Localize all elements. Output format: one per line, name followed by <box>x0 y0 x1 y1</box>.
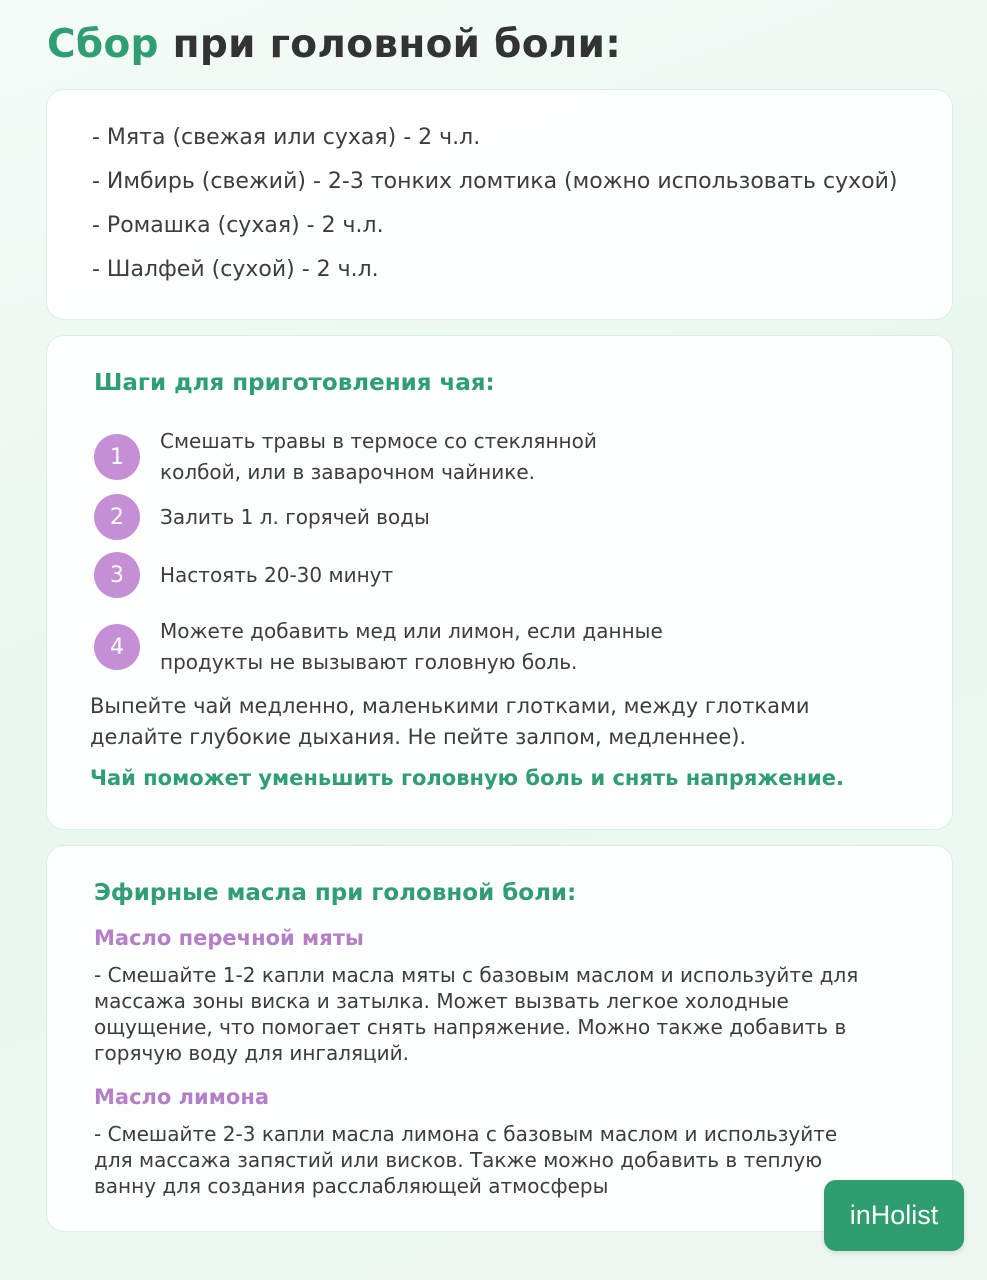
ingredient-item: - Имбирь (свежий) - 2-3 тонких ломтика (можно использовать сухой) <box>92 169 898 194</box>
drinking-note <box>90 691 890 753</box>
ingredient-item: - Шалфей (сухой) - 2 ч.л. <box>92 257 379 282</box>
title-rest: при головной боли: <box>158 22 622 67</box>
page-title <box>47 22 621 67</box>
oils-title: Эфирные масла при головной боли: <box>94 880 577 906</box>
step-text: Настоять 20-30 минут <box>160 562 394 587</box>
oil-name: Масло перечной мяты <box>94 926 364 950</box>
steps-card <box>46 335 953 830</box>
oil-line: для массажа запястий или висков. Также можно добавить в теплую <box>94 1148 823 1172</box>
oil-line: массажа зоны виска и затылка. Может вызвать легкое холодные <box>94 989 789 1013</box>
note-line: Выпейте чай медленно, маленькими глотками, между глотками <box>90 694 810 718</box>
oil-description <box>94 1121 914 1199</box>
step-item <box>94 616 714 678</box>
step-number-badge: 2 <box>94 494 140 540</box>
conclusion-text: Чай поможет уменьшить головную боль и снять напряжение. <box>90 766 844 790</box>
note-line: делайте глубокие дыхания. Не пейте залпом, медленнее). <box>90 725 747 749</box>
oil-line: ощущение, что помогает снять напряжение. Можно также добавить в <box>94 1015 847 1039</box>
title-accent: Сбор <box>47 22 159 67</box>
step-item <box>94 552 714 598</box>
brand-badge: inHolist <box>824 1180 964 1251</box>
step-text <box>160 426 597 488</box>
ingredients-card <box>46 89 953 320</box>
step-item <box>94 494 714 540</box>
step-line: колбой, или в заварочном чайнике. <box>160 460 535 484</box>
steps-title: Шаги для приготовления чая: <box>94 370 495 396</box>
oil-line: - Смешайте 1-2 капли масла мяты с базовым маслом и используйте для <box>94 963 859 987</box>
oil-description <box>94 962 914 1066</box>
oils-card <box>46 845 953 1232</box>
step-number-badge: 4 <box>94 624 140 670</box>
step-line: Можете добавить мед или лимон, если данные <box>160 619 663 643</box>
step-line: продукты не вызывают головную боль. <box>160 650 578 674</box>
oil-name: Масло лимона <box>94 1085 270 1109</box>
step-text: Залить 1 л. горячей воды <box>160 504 430 529</box>
oil-line: горячую воду для ингаляций. <box>94 1041 409 1065</box>
step-line: Смешать травы в термосе со стеклянной <box>160 429 597 453</box>
step-text <box>160 616 663 678</box>
ingredient-item: - Ромашка (сухая) - 2 ч.л. <box>92 213 384 238</box>
step-number-badge: 3 <box>94 552 140 598</box>
ingredient-item: - Мята (свежая или сухая) - 2 ч.л. <box>92 125 481 150</box>
oil-line: ванну для создания расслабляющей атмосферы <box>94 1174 609 1198</box>
oil-line: - Смешайте 2-3 капли масла лимона с базовым маслом и используйте <box>94 1122 838 1146</box>
step-item <box>94 426 714 488</box>
step-number-badge: 1 <box>94 434 140 480</box>
